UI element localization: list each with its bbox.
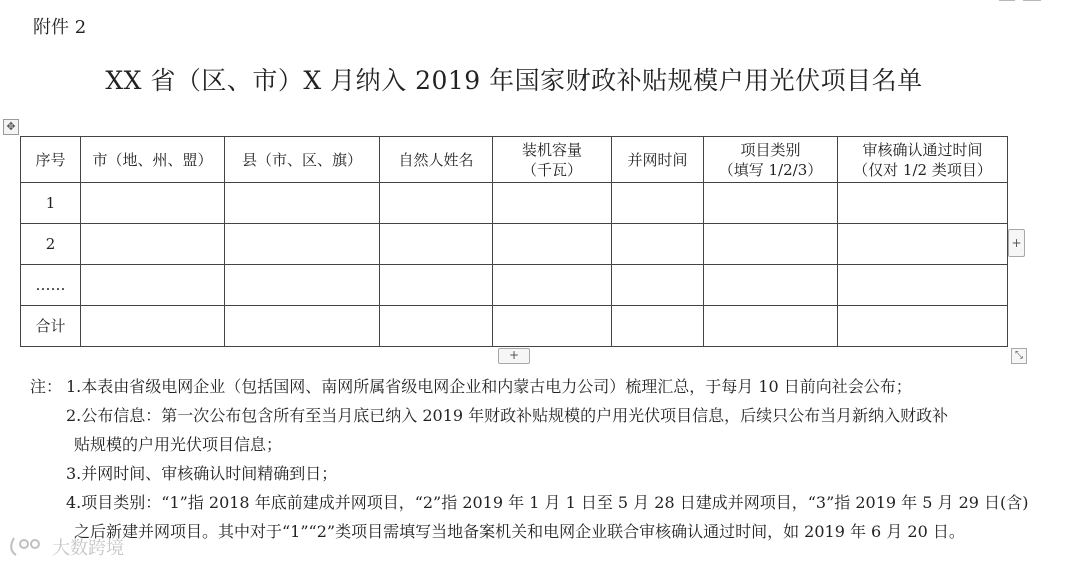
page-title: XX 省（区、市）X 月纳入 2019 年国家财政补贴规模户用光伏项目名单 <box>105 66 923 95</box>
watermark-text: 大数跨境 <box>52 538 124 559</box>
note-text: 2.公布信息：第一次公布包含所有至当月底已纳入 2019 年财政补贴规模的户用光伏项目信息，后续只公布当月新纳入财政补 <box>66 406 949 425</box>
table-row <box>21 265 1008 306</box>
table-cell[interactable] <box>225 265 380 306</box>
table-cell[interactable] <box>81 306 225 347</box>
notes-section <box>30 372 1029 546</box>
header-cell-capacity: 装机容量 （千瓦） <box>493 137 612 183</box>
table-cell[interactable] <box>493 183 612 224</box>
table-cell[interactable] <box>493 265 612 306</box>
table-cell[interactable] <box>704 224 838 265</box>
note-item <box>30 459 1020 488</box>
add-row-button[interactable]: + <box>498 348 530 364</box>
table-cell[interactable] <box>225 306 380 347</box>
row-index-cell[interactable]: 合计 <box>21 306 81 347</box>
table-cell[interactable] <box>81 265 225 306</box>
add-column-button[interactable]: + <box>1008 229 1025 257</box>
table-resize-handle-icon[interactable]: ⤡ <box>1011 348 1027 364</box>
row-index-cell[interactable]: 2 <box>21 224 81 265</box>
note-item <box>30 488 1029 517</box>
note-text: 贴规模的户用光伏项目信息； <box>74 435 283 454</box>
header-cell-index: 序号 <box>21 137 81 183</box>
table-cell[interactable] <box>225 183 380 224</box>
attachment-label: 附件 2 <box>33 17 87 38</box>
table-cell[interactable] <box>838 306 1008 347</box>
watermark <box>8 534 124 560</box>
table-cell[interactable] <box>838 183 1008 224</box>
header-cell-project-category: 项目类别 （填写 1/2/3） <box>704 137 838 183</box>
table-cell[interactable] <box>81 224 225 265</box>
table-cell[interactable] <box>493 224 612 265</box>
project-roster-table <box>20 136 1008 347</box>
note-text: 3.并网时间、审核确认时间精确到日； <box>66 464 338 483</box>
table-cell[interactable] <box>838 265 1008 306</box>
watermark-logo-icon <box>8 535 48 559</box>
page-corner-mark <box>1023 0 1041 7</box>
table-cell[interactable] <box>225 224 380 265</box>
page-corner-mark <box>999 0 1015 7</box>
table-cell[interactable] <box>81 183 225 224</box>
note-text: 4.项目类别：“1”指 2018 年底前建成并网项目，“2”指 2019 年 1 月 1 日至 5 月 28 日建成并网项目，“3”指 2019 年 5 月 29 日(含) <box>66 493 1029 512</box>
table-move-handle-icon[interactable]: ✥ <box>3 119 19 135</box>
table-cell[interactable] <box>612 224 704 265</box>
note-text: 之后新建并网项目。其中对于“1”“2”类项目需填写当地备案机关和电网企业联合审核确认通过时间，如 2019 年 6 月 20 日。 <box>74 522 965 541</box>
header-cell-person-name: 自然人姓名 <box>380 137 493 183</box>
table-cell[interactable] <box>380 183 493 224</box>
table-cell[interactable] <box>493 306 612 347</box>
table-row-total <box>21 306 1008 347</box>
table-cell[interactable] <box>380 224 493 265</box>
table-cell[interactable] <box>612 265 704 306</box>
note-item-continuation <box>30 517 1020 546</box>
table-cell[interactable] <box>838 224 1008 265</box>
row-index-cell[interactable]: 1 <box>21 183 81 224</box>
header-cell-city: 市（地、州、盟） <box>81 137 225 183</box>
table-cell[interactable] <box>380 306 493 347</box>
table-cell[interactable] <box>704 306 838 347</box>
note-item-continuation <box>30 430 1020 459</box>
table-cell[interactable] <box>704 183 838 224</box>
header-cell-approval-time: 审核确认通过时间 （仅对 1/2 类项目） <box>838 137 1008 183</box>
note-item <box>30 372 1020 401</box>
notes-prefix: 注： <box>30 377 63 396</box>
table-cell[interactable] <box>380 265 493 306</box>
table-cell[interactable] <box>612 306 704 347</box>
row-index-cell[interactable]: …… <box>21 265 81 306</box>
note-item <box>30 401 1020 430</box>
table-header-row <box>21 137 1008 183</box>
table-cell[interactable] <box>612 183 704 224</box>
note-text: 1.本表由省级电网企业（包括国网、南网所属省级电网企业和内蒙古电力公司）梳理汇总，于每月 10 日前向社会公布； <box>66 377 912 396</box>
table-row <box>21 183 1008 224</box>
table-row <box>21 224 1008 265</box>
header-cell-county: 县（市、区、旗） <box>225 137 380 183</box>
header-cell-grid-time: 并网时间 <box>612 137 704 183</box>
table-cell[interactable] <box>704 265 838 306</box>
